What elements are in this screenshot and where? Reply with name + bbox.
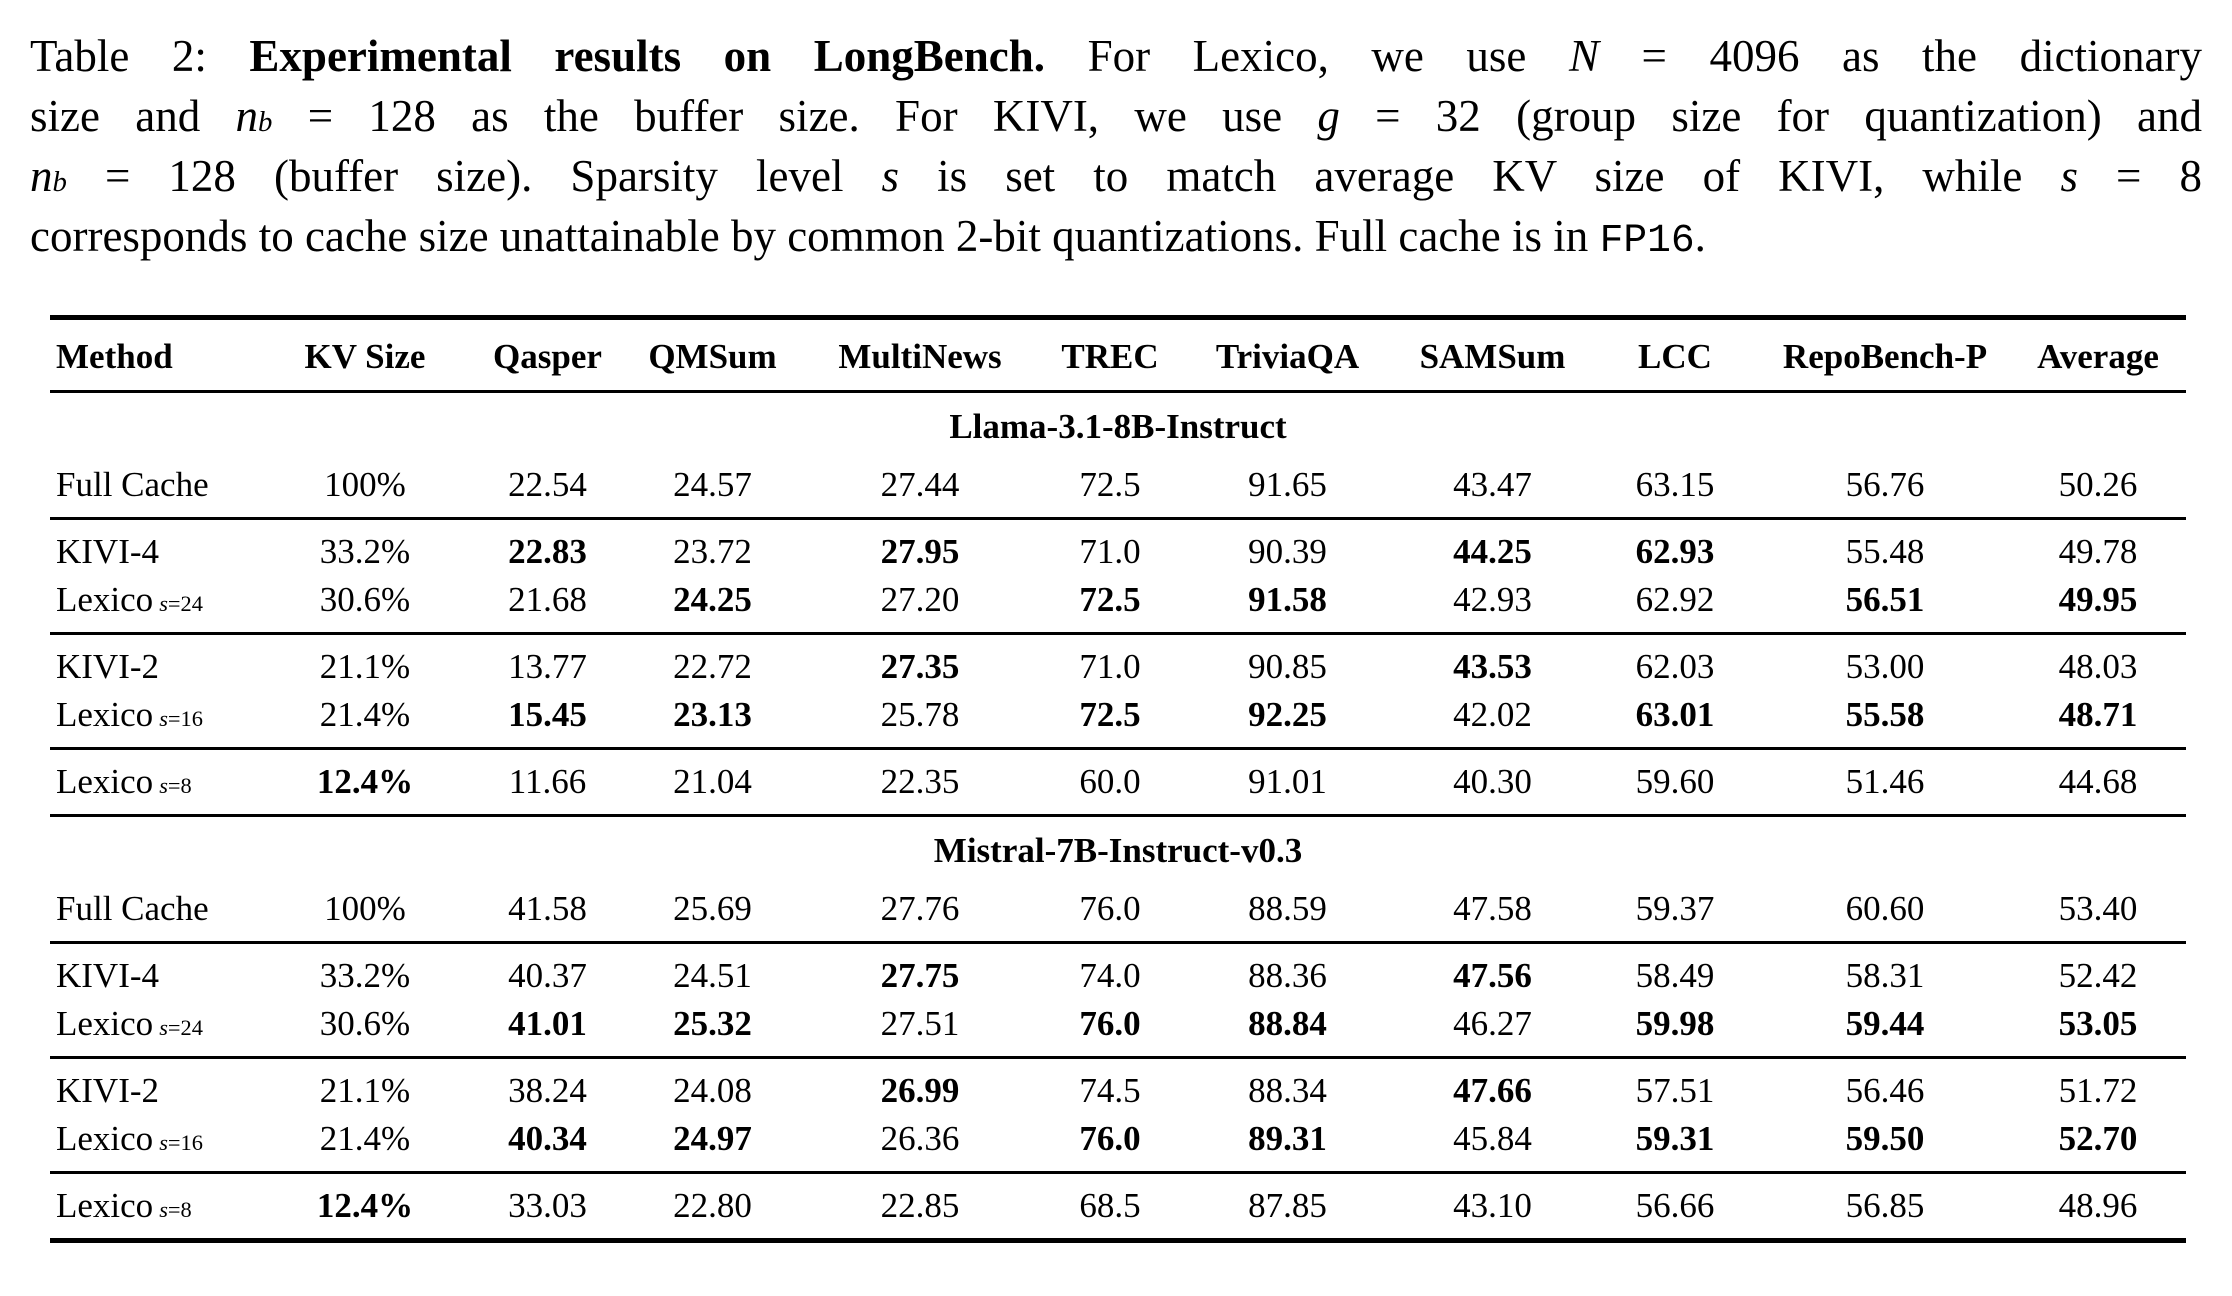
caption-text: n [235,91,258,141]
sparsity-symbol: s [159,591,168,616]
value-cell: 22.72 [673,647,752,686]
method-cell [50,749,260,816]
value-cell: 33.2% [319,532,411,571]
table-row [50,519,2186,577]
col-header-trec: TREC [1040,318,1180,392]
value-cell: 76.0 [1040,1000,1180,1058]
value-cell: 25.69 [625,877,800,943]
caption-text: = 8 [2077,151,2203,201]
caption-title: Experimental results on LongBench. [249,31,1046,81]
value-cell: 24.25 [625,576,800,634]
caption-line [30,26,2202,86]
method-cell [50,1173,260,1241]
value-cell: 27.44 [800,453,1040,519]
caption-text: = 128 as the buffer size. For KIVI, we use [272,91,1318,141]
caption-text: For Lexico, we use [1045,31,1569,81]
caption-text: = 32 (group size for quantization) and [1339,91,2202,141]
sparsity-subscript: s=16 [159,706,203,731]
value-cell: 30.6% [260,1000,470,1058]
value-cell: 21.04 [625,749,800,816]
method-cell [50,943,260,1001]
value-cell: 62.93 [1635,532,1715,571]
value-cell: 72.5 [1040,691,1180,749]
table-row [50,453,2186,519]
value-cell: 41.58 [470,877,625,943]
caption-text: corresponds to cache size unattainable by common 2-bit quantizations. Full cache is in [30,211,1600,261]
header-row [50,318,2186,392]
value-cell: 50.26 [2010,453,2186,519]
value-cell: 44.68 [2010,749,2186,816]
value-cell: 33.03 [508,1186,587,1225]
value-cell: 87.85 [1248,1186,1327,1225]
value-cell: 42.02 [1395,691,1590,749]
value-cell: 76.0 [1040,1115,1180,1173]
table-row [50,634,2186,692]
col-header-multinews: MultiNews [800,318,1040,392]
value-cell: 51.72 [2058,1071,2138,1110]
value-cell: 23.72 [673,532,752,571]
value-cell: 27.95 [880,532,960,571]
value-cell: 56.46 [1845,1071,1925,1110]
value-cell: 53.40 [2010,877,2186,943]
value-cell: 48.71 [2010,691,2186,749]
value-cell: 63.01 [1590,691,1760,749]
method-name: Full Cache [56,465,209,504]
method-name: Full Cache [56,889,209,928]
table-row [50,576,2186,634]
method-cell [50,877,260,943]
value-cell: 46.27 [1395,1000,1590,1058]
value-cell: 33.2% [319,956,411,995]
method-name: Lexico [56,762,154,801]
value-cell: 21.1% [319,1071,411,1110]
caption-text: . [1694,211,1706,261]
caption-line [30,86,2202,146]
method-name: Lexico [56,1119,154,1158]
value-cell: 63.15 [1590,453,1760,519]
value-cell: 21.68 [470,576,625,634]
value-cell: 90.85 [1248,647,1327,686]
value-cell: 25.78 [800,691,1040,749]
value-cell: 53.00 [1845,647,1925,686]
value-cell: 71.0 [1079,532,1141,571]
value-cell: 49.95 [2010,576,2186,634]
caption-text: s [881,151,900,201]
value-cell: 88.36 [1248,956,1327,995]
caption-text: b [258,106,273,138]
caption-text: b [52,166,67,198]
value-cell: 21.4% [260,1115,470,1173]
col-header-average: Average [2010,318,2186,392]
caption-text: n [30,151,53,201]
value-cell: 22.83 [508,532,587,571]
value-cell: 88.84 [1180,1000,1395,1058]
model-section-title: Mistral-7B-Instruct-v0.3 [933,831,1303,870]
method-cell [50,519,260,577]
value-cell: 43.53 [1453,647,1532,686]
value-cell: 27.76 [800,877,1040,943]
value-cell: 24.57 [625,453,800,519]
caption-text: = 128 (buffer size). Sparsity level [66,151,882,201]
value-cell: 88.34 [1248,1071,1327,1110]
code-text: FP16 [1599,218,1695,263]
sparsity-subscript: s=24 [159,1015,203,1040]
value-cell: 41.01 [470,1000,625,1058]
sparsity-symbol: s [159,706,168,731]
value-cell: 15.45 [470,691,625,749]
value-cell: 27.35 [880,647,960,686]
value-cell: 74.5 [1079,1071,1141,1110]
value-cell: 76.0 [1040,877,1180,943]
value-cell: 21.4% [260,691,470,749]
sparsity-symbol: s [159,773,168,798]
results-table [50,315,2186,1243]
table-row [50,877,2186,943]
table-row [50,1000,2186,1058]
value-cell: 47.56 [1453,956,1532,995]
sparsity-subscript: s=16 [159,1130,203,1155]
col-header-qasper: Qasper [470,318,625,392]
col-header-triviaqa: TriviaQA [1180,318,1395,392]
value-cell: 11.66 [470,749,625,816]
value-cell: 51.46 [1760,749,2010,816]
caption-text: s [2060,151,2078,201]
value-cell: 40.34 [470,1115,625,1173]
method-name: Lexico [56,580,154,619]
value-cell: 27.75 [880,956,960,995]
method-cell [50,453,260,519]
value-cell: 56.66 [1635,1186,1715,1225]
value-cell: 42.93 [1395,576,1590,634]
value-cell: 40.30 [1395,749,1590,816]
table-row [50,1115,2186,1173]
method-cell [50,634,260,692]
value-cell: 62.03 [1635,647,1715,686]
value-cell: 91.65 [1180,453,1395,519]
value-cell: 48.03 [2058,647,2138,686]
sparsity-symbol: s [159,1015,168,1040]
col-header-lcc: LCC [1590,318,1760,392]
method-cell [50,1058,260,1116]
caption-text: = 4096 as the dictionary [1598,31,2203,81]
value-cell: 88.59 [1180,877,1395,943]
value-cell: 43.47 [1395,453,1590,519]
table-caption [30,26,2202,271]
value-cell: 100% [260,877,470,943]
value-cell: 59.37 [1590,877,1760,943]
value-cell: 60.0 [1040,749,1180,816]
caption-text: size and [30,91,236,141]
sparsity-symbol: s [159,1130,168,1155]
value-cell: 91.58 [1180,576,1395,634]
method-cell [50,691,260,749]
value-cell: 56.51 [1760,576,2010,634]
value-cell: 21.1% [319,647,411,686]
caption-line [30,146,2202,206]
value-cell: 100% [260,453,470,519]
sparsity-symbol: s [159,1197,168,1222]
method-name: Lexico [56,1004,154,1043]
value-cell: 22.85 [880,1186,960,1225]
method-cell [50,1115,260,1173]
value-cell: 24.08 [673,1071,752,1110]
value-cell: 26.99 [880,1071,960,1110]
model-section-title: Llama-3.1-8B-Instruct [949,407,1287,446]
value-cell: 55.48 [1845,532,1925,571]
value-cell: 43.10 [1453,1186,1532,1225]
value-cell: 59.44 [1760,1000,2010,1058]
value-cell: 23.13 [625,691,800,749]
value-cell: 12.4% [316,1186,414,1225]
value-cell: 52.70 [2010,1115,2186,1173]
caption-line [30,206,2202,271]
value-cell: 62.92 [1590,576,1760,634]
value-cell: 89.31 [1180,1115,1395,1173]
value-cell: 27.51 [800,1000,1040,1058]
value-cell: 45.84 [1395,1115,1590,1173]
value-cell: 49.78 [2058,532,2138,571]
table-row [50,691,2186,749]
value-cell: 52.42 [2058,956,2138,995]
section-title-row [50,816,2186,878]
value-cell: 13.77 [508,647,587,686]
sparsity-subscript: s=8 [159,1197,192,1222]
value-cell: 53.05 [2010,1000,2186,1058]
value-cell: 57.51 [1635,1071,1715,1110]
method-cell [50,576,260,634]
table-row [50,1173,2186,1241]
value-cell: 38.24 [508,1071,587,1110]
value-cell: 24.51 [673,956,752,995]
value-cell: 56.76 [1760,453,2010,519]
table-row [50,749,2186,816]
table-row [50,1058,2186,1116]
value-cell: 68.5 [1079,1186,1141,1225]
col-header-kv-size: KV Size [260,318,470,392]
method-name: Lexico [56,1186,154,1225]
method-name: KIVI-4 [56,532,160,571]
value-cell: 25.32 [625,1000,800,1058]
value-cell: 59.60 [1590,749,1760,816]
col-header-method: Method [50,318,260,392]
col-header-repobench-p: RepoBench-P [1760,318,2010,392]
value-cell: 72.5 [1040,576,1180,634]
value-cell: 59.98 [1590,1000,1760,1058]
value-cell: 27.20 [800,576,1040,634]
table-row [50,943,2186,1001]
value-cell: 59.31 [1590,1115,1760,1173]
value-cell: 72.5 [1040,453,1180,519]
method-name: KIVI-4 [56,956,160,995]
col-header-qmsum: QMSum [625,318,800,392]
value-cell: 47.58 [1395,877,1590,943]
value-cell: 22.54 [470,453,625,519]
sparsity-subscript: s=24 [159,591,203,616]
value-cell: 12.4% [260,749,470,816]
value-cell: 58.49 [1635,956,1715,995]
method-name: KIVI-2 [56,647,160,686]
value-cell: 60.60 [1760,877,2010,943]
value-cell: 56.85 [1845,1186,1925,1225]
value-cell: 48.96 [2058,1186,2138,1225]
value-cell: 92.25 [1180,691,1395,749]
value-cell: 40.37 [508,956,587,995]
section-title-row [50,392,2186,454]
value-cell: 44.25 [1453,532,1532,571]
value-cell: 58.31 [1845,956,1925,995]
value-cell: 22.35 [800,749,1040,816]
value-cell: 71.0 [1079,647,1141,686]
caption-text: N [1568,31,1599,81]
value-cell: 55.58 [1760,691,2010,749]
caption-text: is set to match average KV size of KIVI, while [899,151,2061,201]
value-cell: 22.80 [673,1186,752,1225]
sparsity-subscript: s=8 [159,773,192,798]
value-cell: 59.50 [1760,1115,2010,1173]
value-cell: 24.97 [625,1115,800,1173]
value-cell: 30.6% [260,576,470,634]
value-cell: 91.01 [1180,749,1395,816]
method-cell [50,1000,260,1058]
value-cell: 26.36 [800,1115,1040,1173]
method-name: Lexico [56,695,154,734]
value-cell: 47.66 [1453,1071,1532,1110]
method-name: KIVI-2 [56,1071,160,1110]
value-cell: 74.0 [1079,956,1141,995]
col-header-samsum: SAMSum [1395,318,1590,392]
caption-text: Table 2: [30,31,250,81]
value-cell: 90.39 [1248,532,1327,571]
caption-text: g [1317,91,1340,141]
